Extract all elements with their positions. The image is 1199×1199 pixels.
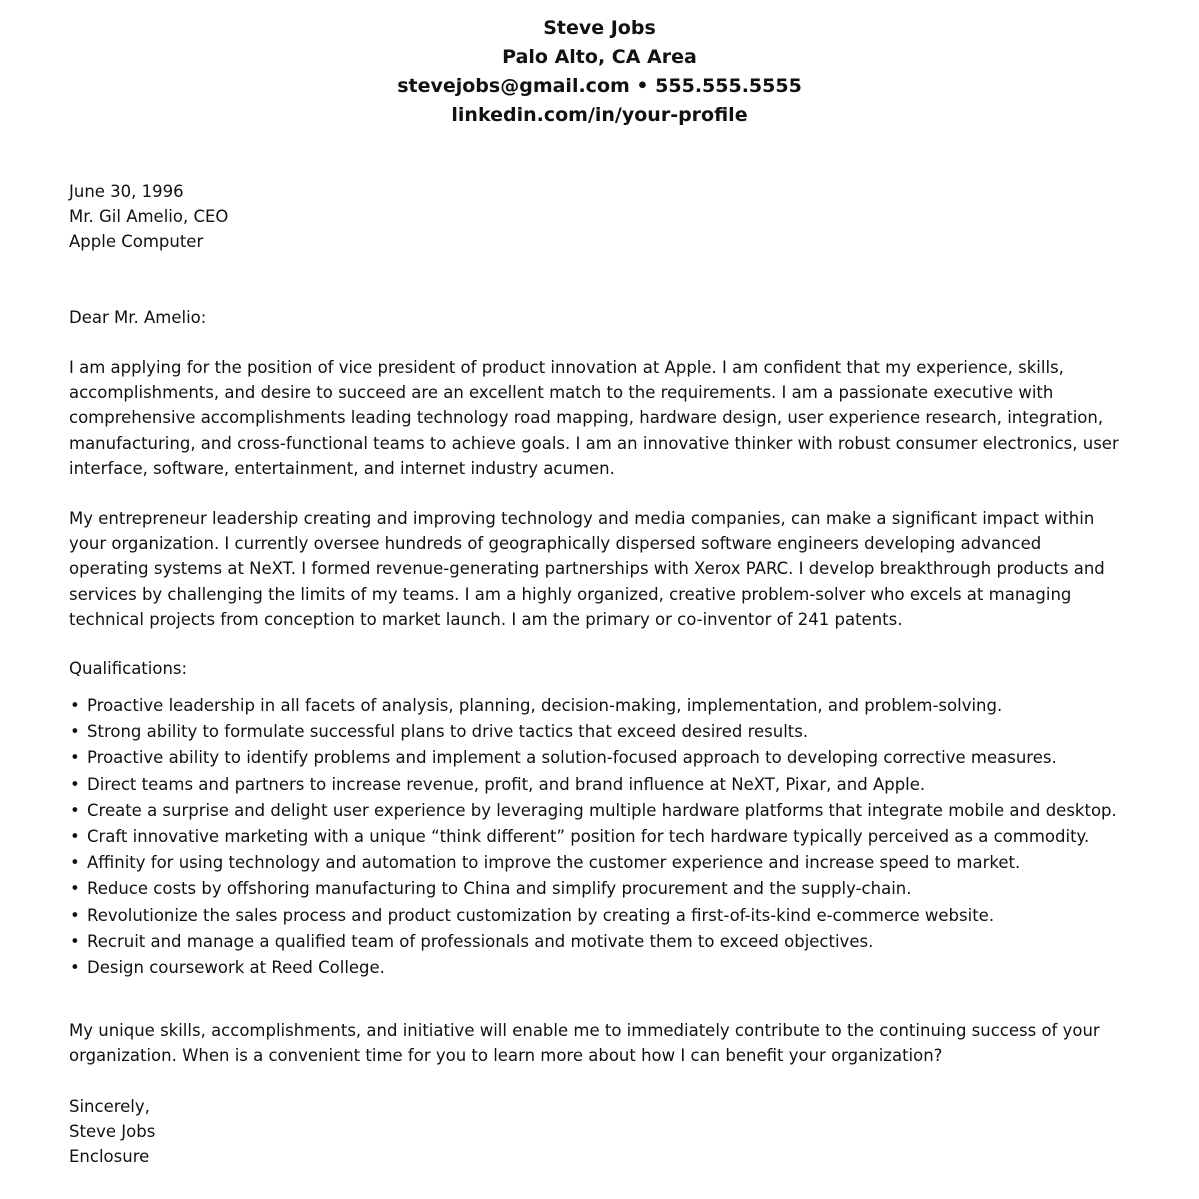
letter-header bbox=[0, 14, 1199, 130]
bullet-icon: • bbox=[70, 774, 80, 794]
list-item-text: Affinity for using technology and automation to improve the customer experience and increase speed to market. bbox=[87, 853, 1021, 873]
list-item bbox=[69, 929, 1169, 955]
paragraph-line: My unique skills, accomplishments, and initiative will enable me to immediately contribute to the continuing success of your bbox=[69, 1021, 1100, 1040]
list-item bbox=[69, 772, 1169, 798]
paragraph-line: I am applying for the position of vice president of product innovation at Apple. I am confident that my experience, skills, bbox=[69, 358, 1064, 377]
sender-contact: stevejobs@gmail.com • 555.555.5555 bbox=[397, 75, 802, 97]
signature-block bbox=[69, 1094, 1164, 1170]
list-item-text: Revolutionize the sales process and product customization by creating a first-of-its-kind e-commerce website. bbox=[87, 905, 995, 925]
list-item-text: Direct teams and partners to increase revenue, profit, and brand influence at NeXT, Pixar, and Apple. bbox=[87, 774, 926, 794]
list-item-text: Reduce costs by offshoring manufacturing to China and simplify procurement and the supply-chain. bbox=[87, 879, 912, 899]
bullet-icon: • bbox=[70, 905, 80, 925]
paragraph-line: accomplishments, and desire to succeed are an excellent match to the requirements. I am a passionate executive with bbox=[69, 383, 1054, 403]
recipient-company: Apple Computer bbox=[69, 232, 204, 252]
list-item-text: Design coursework at Reed College. bbox=[87, 958, 385, 978]
list-item-text: Proactive leadership in all facets of analysis, planning, decision-making, implementation, and problem-solving. bbox=[87, 696, 1003, 715]
signature-name: Steve Jobs bbox=[69, 1122, 156, 1142]
list-item bbox=[69, 850, 1169, 876]
paragraph-line: services by challenging the limits of my teams. I am a highly organized, creative problem-solver who excels at managing bbox=[69, 584, 1072, 604]
bullet-icon: • bbox=[70, 722, 80, 742]
bullet-icon: • bbox=[70, 879, 80, 899]
paragraph-line: your organization. I currently oversee hundreds of geographically dispersed software engineers developing advanced bbox=[69, 534, 1042, 554]
paragraph-line: interface, software, entertainment, and internet industry acumen. bbox=[69, 458, 615, 478]
closing-salutation: Sincerely, bbox=[69, 1097, 150, 1116]
paragraph-line: manufacturing, and cross-functional teams to achieve goals. I am an innovative thinker with robust consumer electronics, user bbox=[69, 433, 1119, 453]
paragraph-line: operating systems at NeXT. I formed revenue-generating partnerships with Xerox PARC. I develop breakthrough products and bbox=[69, 559, 1105, 579]
qualifications-list bbox=[69, 693, 1169, 981]
letter-date: June 30, 1996 bbox=[69, 182, 184, 201]
bullet-icon: • bbox=[70, 853, 80, 873]
bullet-icon: • bbox=[70, 748, 80, 768]
list-item bbox=[69, 876, 1169, 902]
list-item-text: Recruit and manage a qualified team of professionals and motivate them to exceed objectives. bbox=[87, 931, 874, 951]
bullet-icon: • bbox=[70, 958, 80, 978]
list-item-text: Create a surprise and delight user experience by leveraging multiple hardware platforms that integrate mobile and desktop. bbox=[87, 800, 1117, 820]
bullet-icon: • bbox=[70, 800, 80, 820]
paragraph-leadership bbox=[69, 506, 1164, 632]
list-item bbox=[69, 798, 1169, 824]
recipient-name: Mr. Gil Amelio, CEO bbox=[69, 207, 229, 227]
bullet-icon: • bbox=[70, 696, 80, 715]
paragraph-closing bbox=[69, 1018, 1164, 1068]
bullet-icon: • bbox=[70, 827, 80, 847]
list-item bbox=[69, 719, 1169, 745]
paragraph-line: organization. When is a convenient time for you to learn more about how I can benefit your organization? bbox=[69, 1046, 943, 1066]
list-item bbox=[69, 903, 1169, 929]
enclosure-note: Enclosure bbox=[69, 1147, 150, 1167]
list-item-text: Strong ability to formulate successful plans to drive tactics that exceed desired results. bbox=[87, 722, 809, 742]
list-item bbox=[69, 824, 1169, 850]
paragraph-line: comprehensive accomplishments leading technology road mapping, hardware design, user experience research, integration, bbox=[69, 408, 1104, 428]
sender-name: Steve Jobs bbox=[543, 17, 656, 39]
sender-linkedin: linkedin.com/in/your-profile bbox=[451, 104, 748, 126]
recipient-block bbox=[69, 179, 1164, 255]
list-item bbox=[69, 955, 1169, 981]
bullet-icon: • bbox=[70, 931, 80, 951]
sender-location: Palo Alto, CA Area bbox=[502, 46, 697, 68]
list-item bbox=[69, 745, 1169, 771]
greeting: Dear Mr. Amelio: bbox=[69, 308, 207, 327]
list-item-text: Proactive ability to identify problems and implement a solution-focused approach to developing corrective measures. bbox=[87, 748, 1057, 768]
qualifications-heading: Qualifications: bbox=[69, 659, 188, 678]
list-item bbox=[69, 693, 1169, 719]
paragraph-line: My entrepreneur leadership creating and improving technology and media companies, can make a significant impact within bbox=[69, 509, 1095, 528]
paragraph-intro bbox=[69, 355, 1164, 481]
list-item-text: Craft innovative marketing with a unique “think different” position for tech hardware typically perceived as a commodity. bbox=[87, 827, 1090, 847]
paragraph-line: technical projects from conception to market launch. I am the primary or co-inventor of 241 patents. bbox=[69, 609, 903, 629]
